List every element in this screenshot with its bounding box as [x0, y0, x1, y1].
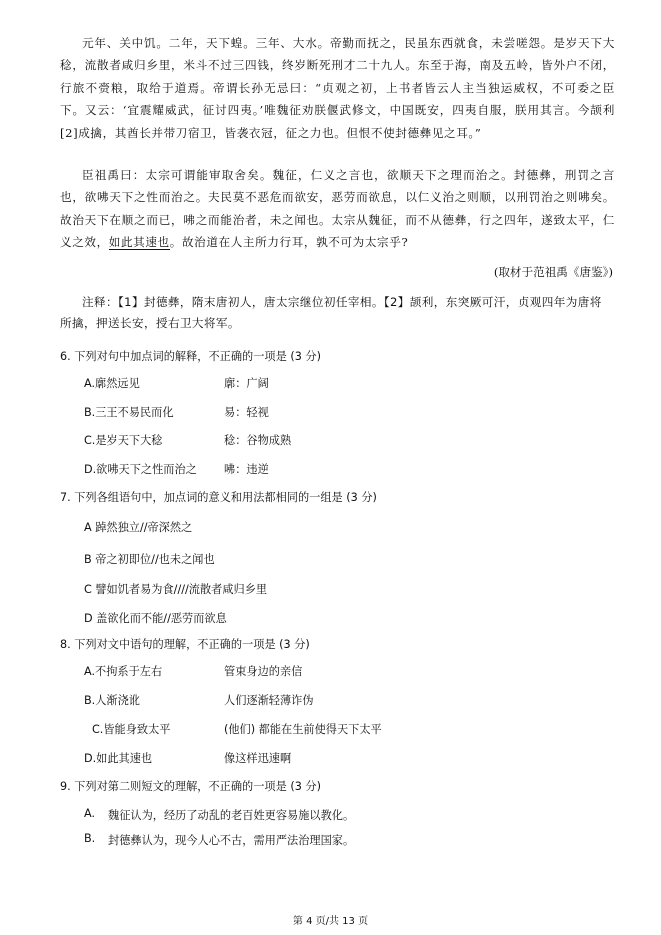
option-explanation: 稔：谷物成熟 [224, 434, 292, 447]
option-explanation: 管束身边的亲信 [224, 665, 303, 678]
option-label: A.廓然远见 [84, 377, 140, 390]
option-label: B.三王不易民而化 [84, 406, 174, 419]
option-explanation: 咈：违逆 [224, 463, 269, 476]
question-7-option-a: A 踔然独立//帝深然之 [84, 521, 193, 534]
option-explanation: 人们逐渐轻薄诈伪 [224, 694, 314, 707]
option-explanation: 像这样迅速啊 [224, 752, 292, 765]
passage-paragraph-2-text: 臣祖禹曰：太宗可谓能审取舍矣。魏征，仁义之言也，欲顺天下之理而治之。封德彝，刑罚之言也，欲咈天下之性而治之。夫民莫不恶危而欲安，恶劳而欲息，以仁义治之则顺，以刑罚治之则咈矣。故治天下在顺之而已，咈之而能治者，未之闻也。太宗从魏征，而不从德彝，行之四年，遂致太平，仁义之效， [60, 168, 615, 250]
page-footer: 第 4 页/共 13 页 [292, 916, 369, 927]
question-7-option-c: C 譬如饥者易为食////流散者咸归乡里 [84, 583, 268, 596]
option-explanation: 易：轻视 [224, 406, 269, 419]
option-label: A.不拘系于左右 [84, 665, 163, 678]
passage-paragraph-1: 元年、关中饥。二年，天下蝗。三年、大水。帝勤而抚之，民虽东西就食，未尝嗟怨。是岁天下大稔，流散者咸归乡里，米斗不过三四钱，终岁断死刑才二十九人。东至于海，南及五岭，皆外户不闭，行旅不赍粮，取给于道焉。帝谓长孙无忌曰：“贞观之初，上书者皆云人主当独运威权，不可委之臣下。又云：‘宜震耀威武，征讨四夷。’唯魏征劝朕偃武修文，中国既安，四夷自服，朕用其言。今颉利[2]成擒，其酋长并带刀宿卫，皆袭衣冠，征之力也。但恨不使封德彝见之耳。” [60, 36, 615, 140]
option-explanation: 廓：广阔 [224, 377, 269, 390]
question-7-option-d: D 盖欲化而不能//恶劳而欲息 [84, 612, 227, 625]
option-label: D.欲咈天下之性而治之 [84, 463, 197, 476]
option-label: C.皆能身致太平 [92, 723, 171, 736]
question-7-stem: 7. 下列各组语句中，加点词的意义和用法都相同的一组是 (3 分) [60, 491, 377, 504]
option-label: D.如此其速也 [84, 752, 153, 765]
option-label: B.人渐浇讹 [84, 694, 140, 707]
question-7-option-b: B 帝之初即位//也未之闻也 [84, 553, 215, 566]
question-9-stem: 9. 下列对第二则短文的理解，不正确的一项是 (3 分) [60, 780, 321, 793]
option-text: 魏征认为，经历了动乱的老百姓更容易施以教化。 [108, 809, 355, 822]
annotation-note: 注释：【1】封德彝，隋末唐初人，唐太宗继位初任宰相。【2】颉利，东突厥可汗，贞观四年为唐将所擒，押送长安，授右卫大将军。 [60, 295, 602, 330]
option-label: B. [84, 832, 96, 845]
option-text: 封德彝认为，现今人心不古，需用严法治理国家。 [108, 834, 355, 847]
question-6-stem: 6. 下列对句中加点词的解释，不正确的一项是 (3 分) [60, 350, 321, 363]
option-explanation: (他们) 都能在生前使得天下太平 [224, 723, 382, 736]
source-citation: (取材于范祖禹《唐鉴》) [493, 265, 613, 279]
passage-paragraph-2-end: 。故治道在人主所力行耳，孰不可为太宗乎? [169, 235, 409, 250]
underlined-phrase: 如此其速也 [108, 235, 170, 250]
question-8-stem: 8. 下列对文中语句的理解，不正确的一项是 (3 分) [60, 638, 310, 651]
passage-paragraph-2 [60, 164, 615, 254]
option-label: C.是岁天下大稔 [84, 434, 163, 447]
option-label: A. [84, 807, 96, 820]
